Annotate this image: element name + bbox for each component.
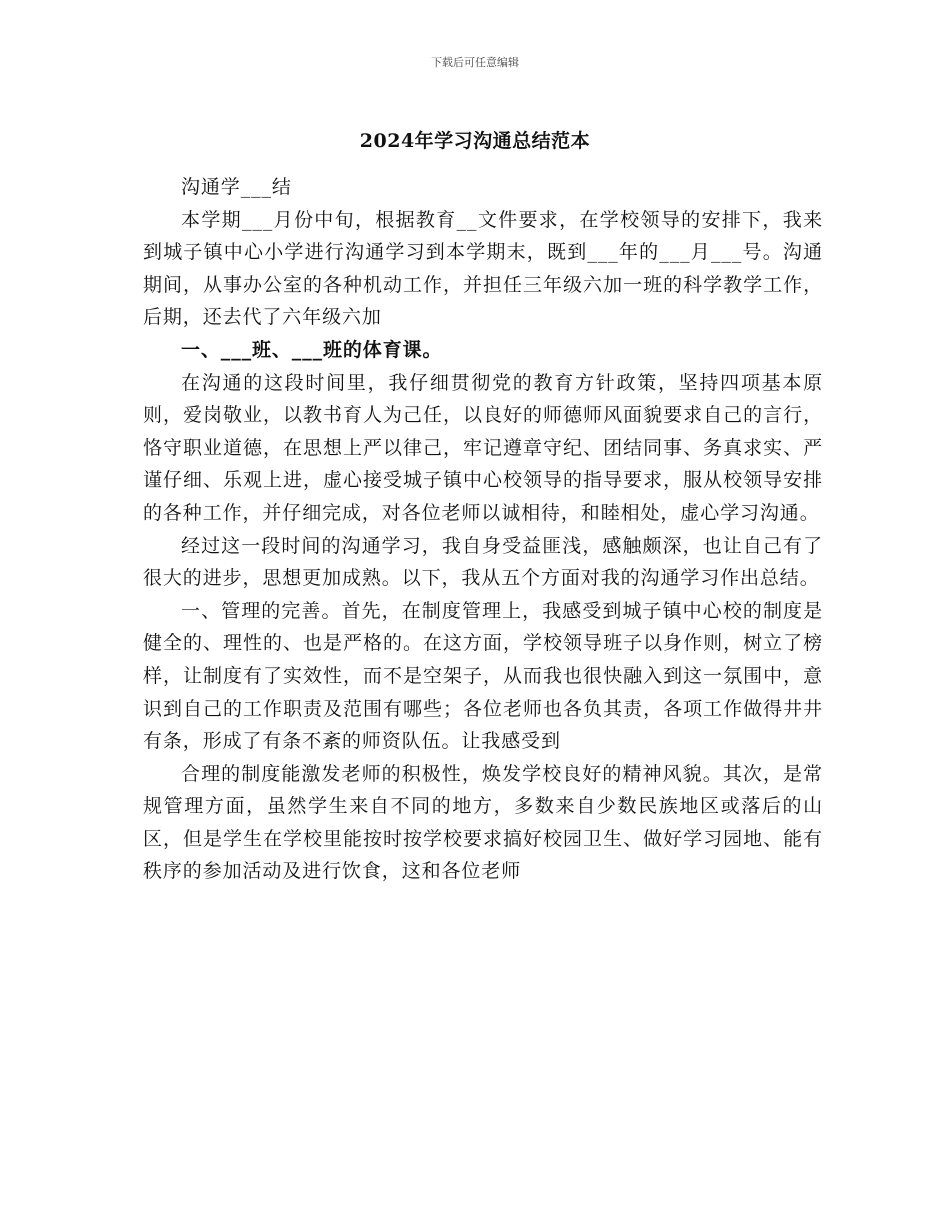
paragraph-intro: 本学期___月份中旬，根据教育__文件要求，在学校领导的安排下，我来到城子镇中心小学进行沟通学习到本学期末，既到___年的___月___号。沟通期间，从事办公室的各种机动工作，并担任三年级六加一班的科学教学工作，后期，还去代了六年级六加 xyxy=(143,208,823,329)
paragraph-experience: 经过这一段时间的沟通学习，我自身受益匪浅，感触颇深，也让自己有了很大的进步，思想更加成熟。以下，我从五个方面对我的沟通学习作出总结。 xyxy=(143,534,823,590)
document-body xyxy=(143,171,823,888)
paragraph-subtitle: 沟通学___结 xyxy=(181,176,292,198)
paragraph-routine: 合理的制度能激发老师的积极性，焕发学校良好的精神风貌。其次，是常规管理方面，虽然学生来自不同的地方，多数来自少数民族地区或落后的山区，但是学生在学校里能按时按学校要求搞好校园卫生、做好学习园地、能有秩序的参加活动及进行饮食，这和各位老师 xyxy=(143,762,823,883)
paragraph-conduct: 在沟通的这段时间里，我仔细贯彻党的教育方针政策，坚持四项基本原则，爱岗敬业，以教书育人为己任，以良好的师德师风面貌要求自己的言行，恪守职业道德，在思想上严以律己，牢记遵章守纪、团结同事、务真求实、严谨仔细、乐观上进，虚心接受城子镇中心校领导的指导要求，服从校领导安排的各种工作，并仔细完成，对各位老师以诚相待，和睦相处，虚心学习沟通。 xyxy=(143,371,823,524)
paragraph-heading: 一、___班、___班的体育课。 xyxy=(181,338,443,361)
paragraph-management: 一、管理的完善。首先，在制度管理上，我感受到城子镇中心校的制度是健全的、理性的、也是严格的。在这方面，学校领导班子以身作则，树立了榜样，让制度有了实效性，而不是空架子，从而我也很快融入到这一氛围中，意识到自己的工作职责及范围有哪些；各位老师也各负其责，各项工作做得井井有条，形成了有条不紊的师资队伍。让我感受到 xyxy=(143,599,823,753)
document-title: 2024年学习沟通总结范本 xyxy=(359,130,591,152)
page-header-note: 下载后可任意编辑 xyxy=(431,56,519,69)
